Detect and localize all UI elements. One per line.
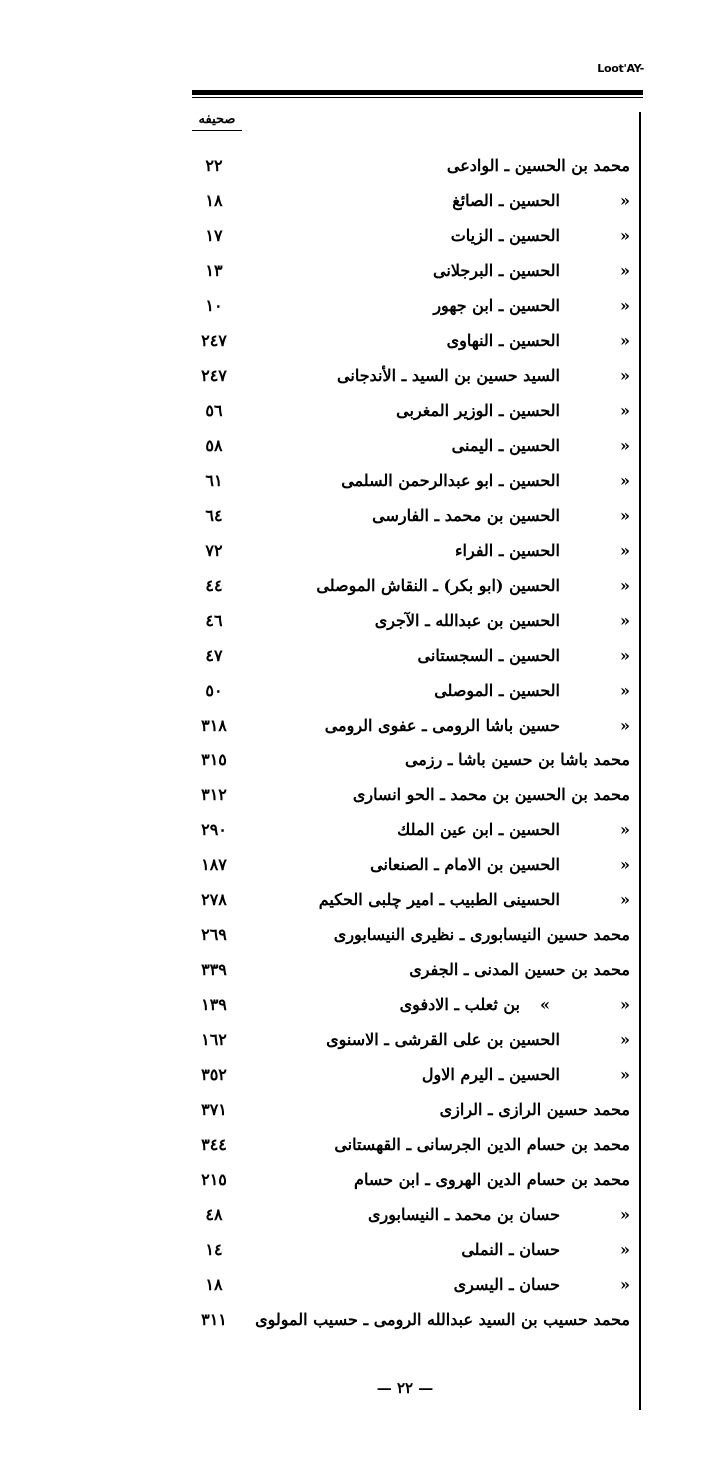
entry-page-number: ١٠ xyxy=(205,295,223,315)
entry-page-number: ٢٤٧ xyxy=(201,330,227,350)
entry-name: الحسين ـ ابن عين الملك xyxy=(397,820,560,840)
entry-name: بن ثعلب ـ الادفوى xyxy=(399,995,520,1015)
ditto-mark: « xyxy=(620,540,630,560)
ditto-mark: « xyxy=(620,295,630,315)
entry-name: الحسين ـ البرجلانى xyxy=(433,260,560,280)
entry-name: الحسين بن محمد ـ الفارسى xyxy=(372,505,560,525)
entry-name: محمد حسين الرازى ـ الرازى xyxy=(439,1100,630,1120)
ditto-mark: « xyxy=(620,330,630,350)
entry-name: الحسين ـ الفراء xyxy=(455,540,560,560)
entry-name: محمد حسين النيسابورى ـ نظيرى النيسابورى xyxy=(333,925,630,945)
entry-name: محمد بن حسام الدين الهروى ـ ابن حسام xyxy=(354,1170,630,1190)
index-entry xyxy=(190,642,630,677)
entry-page-number: ١٧ xyxy=(205,225,223,245)
ditto-mark: « xyxy=(620,715,630,735)
index-entry xyxy=(190,1026,630,1061)
index-entry xyxy=(190,921,630,956)
entry-name: الحسين ـ النهاوى xyxy=(446,330,560,350)
ditto-mark: « xyxy=(620,680,630,700)
index-entry xyxy=(190,1061,630,1096)
entry-name: محمد بن حسام الدين الجرسانى ـ القهستانى xyxy=(334,1135,630,1155)
entry-page-number: ٦٤ xyxy=(205,505,223,525)
header-rule xyxy=(192,90,643,95)
entry-page-number: ٧٢ xyxy=(205,540,223,560)
entry-name: محمد حسيب بن السيد عبدالله الرومى ـ حسيب المولوى xyxy=(255,1309,630,1329)
entry-page-number: ٢٧٨ xyxy=(201,890,227,910)
entry-page-number: ٣٥٢ xyxy=(201,1065,227,1085)
entry-page-number: ٣٣٩ xyxy=(201,960,227,980)
index-entry xyxy=(190,537,630,572)
ditto-mark: « xyxy=(620,1030,630,1050)
page-code: Loot'AY- xyxy=(597,62,644,75)
ditto-mark: « xyxy=(620,435,630,455)
ditto-mark: « xyxy=(620,1065,630,1085)
entry-name: حسين باشا الرومى ـ عفوى الرومى xyxy=(324,715,560,735)
page-number: — ٢٢ — xyxy=(376,1379,434,1397)
index-entry xyxy=(190,327,630,362)
entry-page-number: ٤٦ xyxy=(205,610,223,630)
entry-name: الحسين ـ ابن جهور xyxy=(433,295,560,315)
ditto-mark: « xyxy=(620,645,630,665)
entry-name: الحسينى الطبيب ـ امير چلبى الحكيم xyxy=(318,890,560,910)
entry-name: حسان بن محمد ـ النيسابورى xyxy=(367,1205,560,1225)
header-rule-thin xyxy=(192,97,643,98)
entry-page-number: ٢٢ xyxy=(205,156,223,175)
index-entry xyxy=(190,991,630,1026)
entry-name: الحسين (ابو بكر) ـ النقاش الموصلى xyxy=(316,575,560,595)
index-entry xyxy=(190,1271,630,1306)
index-entry xyxy=(190,1201,630,1236)
index-entry xyxy=(190,956,630,991)
entry-name: الحسين ـ ابو عبدالرحمن السلمى xyxy=(341,470,560,490)
entry-name: الحسين ـ الزيات xyxy=(450,225,560,245)
index-entry xyxy=(190,257,630,292)
index-entry xyxy=(190,712,630,747)
entry-name: الحسين ـ السجستانى xyxy=(417,645,560,665)
ditto-mark: « xyxy=(620,610,630,630)
entry-page-number: ١٣ xyxy=(205,260,223,280)
entry-name: الحسين بن عبدالله ـ الآجرى xyxy=(374,610,560,630)
entry-page-number: ٣٧١ xyxy=(201,1100,227,1120)
entry-page-number: ١٨ xyxy=(205,190,223,210)
ditto-mark: « xyxy=(540,995,550,1015)
entry-name: الحسين ـ اليرم الاول xyxy=(421,1065,560,1085)
index-entry xyxy=(190,1131,630,1166)
ditto-mark: « xyxy=(620,890,630,910)
index-entry xyxy=(190,362,630,397)
entry-name: محمد بن الحسين بن محمد ـ الحو انسارى xyxy=(352,785,630,805)
ditto-mark: « xyxy=(620,1275,630,1294)
ditto-mark: « xyxy=(620,470,630,490)
entry-page-number: ٥٦ xyxy=(205,400,223,420)
index-entry xyxy=(190,607,630,642)
index-entry xyxy=(190,677,630,712)
entry-name: حسان ـ اليسرى xyxy=(453,1275,560,1294)
entry-name: الحسين بن الامام ـ الصنعانى xyxy=(370,855,560,875)
index-entry xyxy=(190,1236,630,1271)
index-entry xyxy=(190,467,630,502)
entry-name: الحسين بن على القرشى ـ الاسنوى xyxy=(326,1030,560,1050)
entry-page-number: ٢٦٩ xyxy=(201,925,227,945)
ditto-mark: « xyxy=(620,855,630,875)
entry-page-number: ٣١٥ xyxy=(201,750,227,770)
ditto-mark: « xyxy=(620,505,630,525)
index-entry xyxy=(190,1306,630,1341)
entry-name: الحسين ـ الوزير المغربى xyxy=(396,400,560,420)
ditto-mark: « xyxy=(620,575,630,595)
entry-name: محمد بن حسين المدنى ـ الجفرى xyxy=(409,960,630,980)
ditto-mark: « xyxy=(620,260,630,280)
entry-page-number: ٣١٨ xyxy=(201,715,227,735)
entry-page-number: ١٣٩ xyxy=(201,995,227,1015)
entry-page-number: ٤٧ xyxy=(205,645,223,665)
index-entry xyxy=(190,502,630,537)
entry-name: الحسين ـ الصائغ xyxy=(452,190,560,210)
index-entry xyxy=(190,816,630,851)
index-entry xyxy=(190,397,630,432)
index-entry xyxy=(190,746,630,781)
entry-page-number: ١٦٢ xyxy=(201,1030,227,1050)
entry-page-number: ٤٤ xyxy=(205,575,223,595)
entry-page-number: ٥٠ xyxy=(205,680,223,700)
entry-page-number: ١٤ xyxy=(205,1240,223,1260)
entry-name: محمد باشا بن حسين باشا ـ رزمى xyxy=(404,750,630,770)
ditto-mark: « xyxy=(620,1205,630,1225)
entry-page-number: ٤٨ xyxy=(205,1205,223,1225)
index-entry xyxy=(190,187,630,222)
ditto-mark: « xyxy=(620,190,630,210)
index-entry xyxy=(190,152,630,187)
entry-page-number: ٢٩٠ xyxy=(201,820,227,840)
page-column-header: صحيفه xyxy=(192,112,242,131)
index-entry xyxy=(190,851,630,886)
ditto-mark: « xyxy=(620,1240,630,1260)
entry-page-number: ١٨٧ xyxy=(201,855,227,875)
ditto-mark: « xyxy=(620,820,630,840)
entry-page-number: ٢٤٧ xyxy=(201,365,227,385)
index-entry xyxy=(190,886,630,921)
index-entry xyxy=(190,222,630,257)
index-list xyxy=(190,152,630,1341)
margin-rule xyxy=(639,112,641,1410)
entry-page-number: ٢١٥ xyxy=(201,1170,227,1190)
index-entry xyxy=(190,1166,630,1201)
index-entry xyxy=(190,572,630,607)
ditto-mark: « xyxy=(620,400,630,420)
entry-page-number: ٣٤٤ xyxy=(201,1135,227,1155)
index-entry xyxy=(190,292,630,327)
entry-page-number: ١٨ xyxy=(205,1275,223,1294)
entry-name: حسان ـ النملى xyxy=(461,1240,560,1260)
entry-page-number: ٣١٢ xyxy=(201,785,227,805)
entry-name: السيد حسين بن السيد ـ الأندجانى xyxy=(337,365,560,385)
entry-name: الحسين ـ الموصلى xyxy=(434,680,560,700)
entry-name: محمد بن الحسين ـ الوادعى xyxy=(446,156,630,175)
ditto-mark: « xyxy=(620,225,630,245)
entry-name: الحسين ـ اليمنى xyxy=(451,435,560,455)
index-entry xyxy=(190,781,630,816)
index-entry xyxy=(190,1096,630,1131)
index-entry xyxy=(190,432,630,467)
entry-page-number: ٣١١ xyxy=(201,1309,227,1329)
ditto-mark: « xyxy=(620,995,630,1015)
entry-page-number: ٦١ xyxy=(205,470,223,490)
ditto-mark: « xyxy=(620,365,630,385)
entry-page-number: ٥٨ xyxy=(205,435,223,455)
